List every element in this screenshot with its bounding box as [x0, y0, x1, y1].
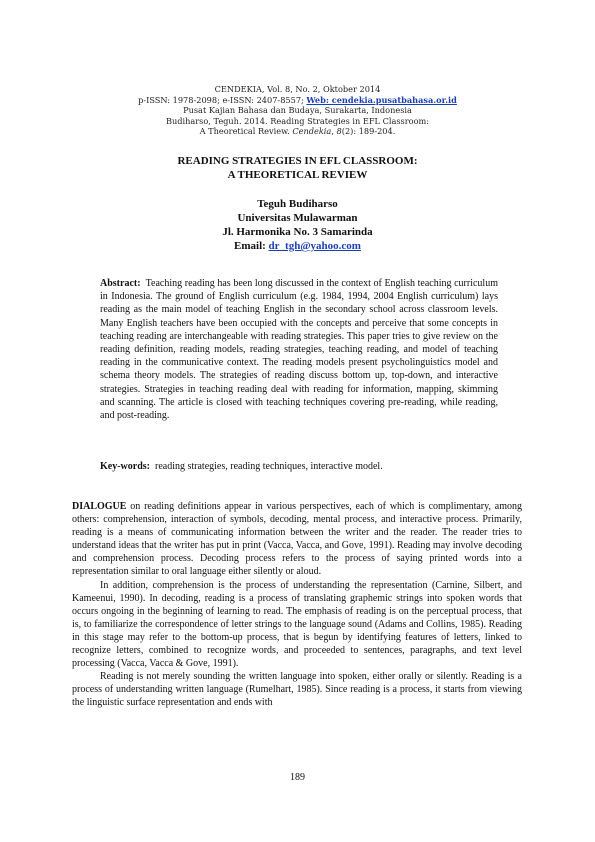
abstract-text: Teaching reading has been long discussed in the context of English teaching curriculum in Indonesia. The ground of English curriculum (e.g. 1984, 1994, 2004 English curriculum) lays reading as the main model of teaching English in the secondary school across classroom levels. Many English teachers have been occupied with the concepts and perceive that some concepts in teaching reading are interchangeable with reading strategies. This paper tries to give review on the reading definition, reading models, reading strategies, teaching reading, and model of teaching reading in the communicative context. The reading models present psycholinguistics model and schema theory models. The strategies of reading discuss bottom up, top-down, and interactive strategies. Strategies in teaching reading deal with reading for information, mapping, skimming and scanning. The article is closed with teaching techniques covering pre-reading, while reading, and post-reading. [100, 278, 498, 422]
author-affiliation: Universitas Mulawarman [237, 212, 358, 224]
paragraph-lead-word: DIALOGUE [72, 501, 127, 512]
abstract-section [100, 277, 498, 422]
title-line-1: READING STRATEGIES IN EFL CLASSROOM: [177, 155, 418, 167]
journal-line: CENDEKIA, Vol. 8, No. 2, Oktober 2014 [214, 84, 381, 94]
email-label: Email: [234, 240, 266, 252]
paper-title [0, 154, 595, 182]
author-email-link[interactable]: dr_tgh@yahoo.com [268, 240, 361, 252]
journal-header [0, 84, 595, 137]
citation-journal: Cendekia [292, 126, 332, 137]
citation-comma: , [331, 126, 337, 137]
citation-suffix: (2): 189-204. [341, 126, 396, 137]
title-line-2: A THEORETICAL REVIEW [227, 169, 368, 181]
author-block [0, 197, 595, 253]
keywords-text: reading strategies, reading techniques, interactive model. [155, 461, 383, 472]
abstract-label: Abstract: [100, 278, 141, 289]
issn-text: p-ISSN: 1978-2098; e-ISSN: 2407-8557; [138, 94, 304, 105]
author-name: Teguh Budiharso [257, 198, 338, 210]
citation-volume: 8 [336, 126, 342, 137]
page-number: 189 [290, 772, 305, 783]
citation-prefix: A Theoretical Review. [199, 126, 290, 137]
keywords-section [100, 460, 498, 473]
body-paragraph-3: Reading is not merely sounding the written language into spoken, either orally or silently. Reading is a process of understanding written language (Rumelhart, 1985). Since reading is a process, it starts from viewing the linguistic surface representation and ends with [72, 671, 522, 709]
paragraph-1-text: on reading definitions appear in various perspectives, each of which is complimentary, among others: comprehension, interaction of symbols, decoding, mental process, and interactive process. Primarily, reading is a means of communicating information between the writer and the reader. The reader tries to understand ideas that the writer has put in print (Vacca, Vacca, and Gove, 1991). Reading may involve decoding and comprehension process. Decoding process refers to the process of saying printed words into a representation similar to oral language either silently or aloud. [72, 501, 522, 578]
journal-web-link[interactable]: Web: cendekia.pusatbahasa.or.id [306, 94, 457, 105]
citation-line-1: Budiharso, Teguh. 2014. Reading Strategies in EFL Classroom: [165, 115, 430, 126]
citation-line-2 [0, 126, 595, 137]
body-paragraph-2: In addition, comprehension is the process of understanding the representation (Carnine, Silbert, and Kameenui, 1990). In decoding, reading is a process of translating graphemic strings into spoken words that occurs ongoing in the beginning of learning to read. The emphasis of reading is on the perceptual process, that is, to familiarize the correspondence of letter strings to the language sound (Adams and Collins, 1985). Reading in this stage may refer to the bottom-up process, that is begun by identifying features of letters, linked to recognize letters, combined to recognize words, and proceeded to sentences, paragraphs, and text level processing (Vacca, Vacca & Gove, 1991). [72, 579, 522, 670]
keywords-label: Key-words: [100, 461, 150, 472]
author-email-line [0, 239, 595, 253]
author-address: Jl. Harmonika No. 3 Samarinda [222, 226, 373, 238]
body-paragraph-1 [72, 500, 522, 579]
issn-line [0, 95, 595, 106]
publisher-line: Pusat Kajian Bahasa dan Budaya, Surakarta, Indonesia [183, 105, 412, 116]
body-text [72, 500, 522, 710]
